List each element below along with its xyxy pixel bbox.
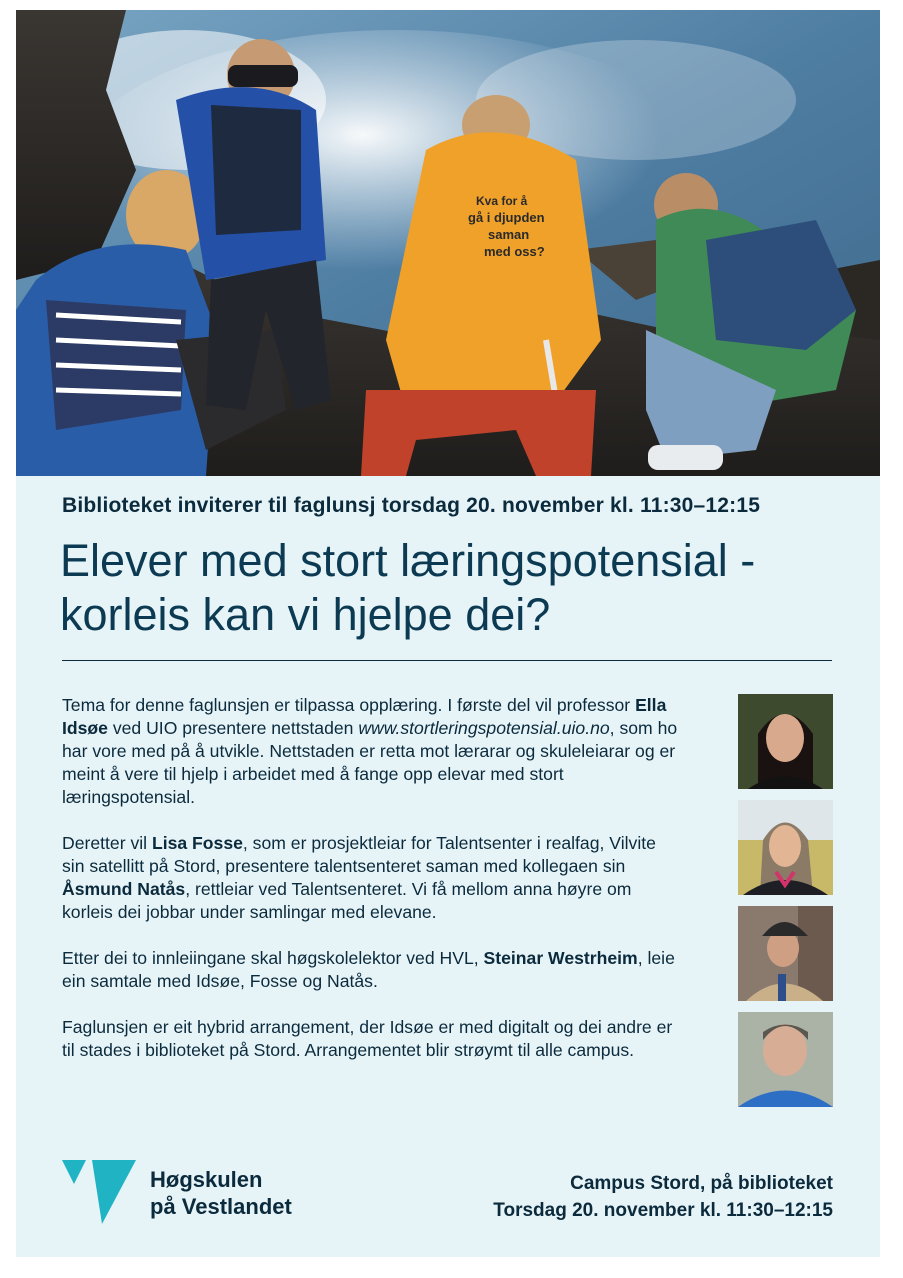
svg-text:Kva for å: Kva for å [476,194,528,208]
svg-text:gå i djupden: gå i djupden [468,210,545,225]
speaker-name: Åsmund Natås [62,879,186,899]
institution-logo-text: Høgskulen på Vestlandet [150,1167,292,1219]
website-link[interactable]: www.stortleringspotensial.uio.no [358,718,610,738]
svg-text:med oss?: med oss? [484,244,545,259]
poster [16,10,880,1257]
page-title [60,534,850,642]
paragraph-3: Etter dei to innleiingane skal høgskolelektor ved HVL, Steinar Westrheim, leie ein samtale med Idsøe, Fosse og Natås. [62,948,675,991]
hvl-logo-icon [62,1160,136,1229]
speaker-name: Ella Idsøe [62,695,667,738]
venue-date: Torsdag 20. november kl. 11:30–12:15 [493,1200,833,1221]
hero-photo [16,10,880,476]
speaker-name: Steinar Westrheim [483,948,638,968]
divider [62,660,832,661]
title-line-2: korleis kan vi hjelpe dei? [60,589,551,640]
venue-location: Campus Stord, på biblioteket [570,1173,833,1194]
speaker-name: Lisa Fosse [151,833,243,853]
paragraph-1: Tema for denne faglunsjen er tilpassa opplæring. I første del vil professor Ella Idsøe ved UIO presentere nettstaden www.stortleringspotensial.uio.no, som ho har vore med på å utvikle. Nettstaden er retta mot lærarar og skuleleiarar og er meint å vere til hjelp i arbeidet med å fange opp elevar med stort læringspotensial. [62,695,678,807]
paragraph-4: Faglunsjen er eit hybrid arrangement, der Idsøe er med digitalt og dei andre er til stades i biblioteket på Stord. Arrangementet blir strøymt til alle campus. [62,1017,673,1060]
speaker-photo-1 [738,694,833,789]
invite-heading: Biblioteket inviterer til faglunsj torsdag 20. november kl. 11:30–12:15 [62,494,761,517]
speaker-photo-2 [738,800,833,895]
title-line-1: Elever med stort læringspotensial - [60,535,756,586]
venue-info [493,1170,833,1224]
speaker-photo-3 [738,906,833,1001]
speaker-photo-4 [738,1012,833,1107]
svg-text:saman: saman [488,227,530,242]
paragraph-2: Deretter vil Lisa Fosse, som er prosjektleiar for Talentsenter i realfag, Vilvite sin satellitt på Stord, presentere talentsenteret saman med kollegaen sin Åsmund Natås, rettleiar ved Talentsenteret. Vi få mellom anna høyre om korleis dei jobbar under samlingar med elevane. [62,833,656,922]
body-text [62,694,682,1085]
